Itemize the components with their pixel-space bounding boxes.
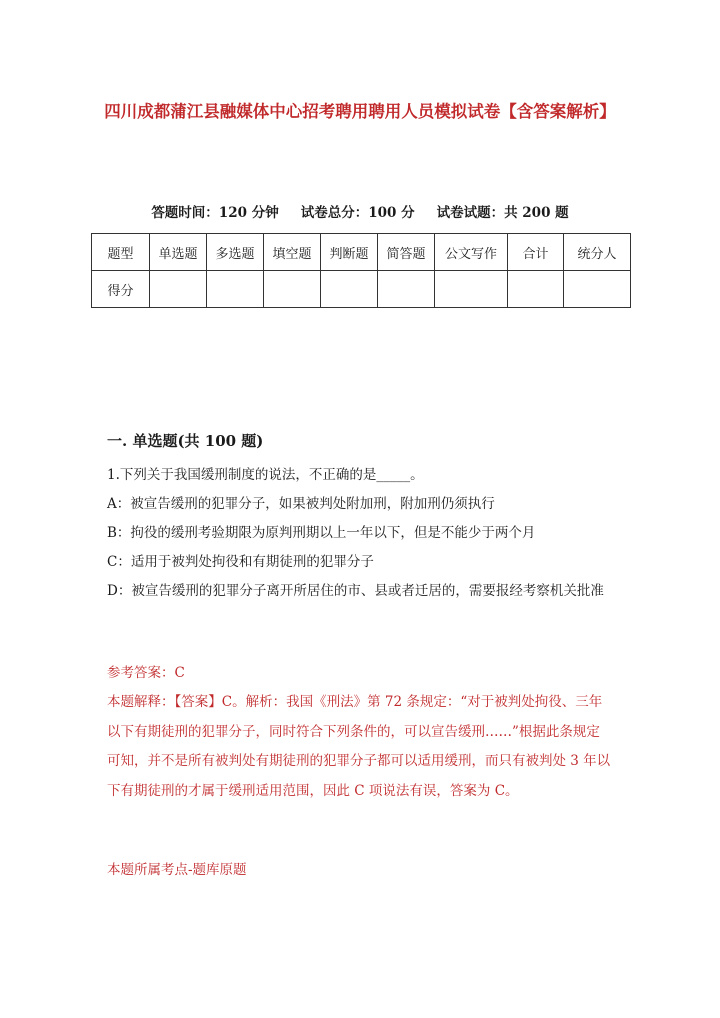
question-point: 本题所属考点-题库原题 xyxy=(107,862,247,878)
score-table-score-row xyxy=(92,271,631,308)
score-table-header: 题型 xyxy=(92,234,150,271)
section-title: 一. 单选题(共 100 题) xyxy=(107,432,264,450)
option-b: B：拘役的缓刑考验期限为原判刑期以上一年以下，但是不能少于两个月 xyxy=(107,525,536,541)
score-cell xyxy=(435,271,508,308)
score-table-header-row xyxy=(92,234,631,271)
exam-meta xyxy=(0,201,720,221)
score-table xyxy=(91,233,631,308)
answer-explanation: 本题解释：【答案】C。解析：我国《刑法》第 72 条规定：“对于被判处拘役、三年以下有期徒刑的犯罪分子，同时符合下列条件的，可以宣告缓刑……”根据此条规定可知，并不是所有被判处有期徒刑的犯罪分子都可以适用缓刑，而只有被判处 3 年以下有期徒刑的才属于缓刑适用范围，因此 C 项说法有误，答案为 C。 xyxy=(107,694,611,799)
option-a: A：被宣告缓刑的犯罪分子，如果被判处附加刑，附加刑仍须执行 xyxy=(107,496,495,512)
score-table-header: 单选题 xyxy=(150,234,207,271)
score-cell xyxy=(564,271,631,308)
exam-question-count: 试卷试题：共 200 题 xyxy=(436,205,569,221)
score-cell xyxy=(378,271,435,308)
exam-total-score: 试卷总分：100 分 xyxy=(300,205,415,221)
score-cell xyxy=(207,271,264,308)
score-table-header: 判断题 xyxy=(321,234,378,271)
document-title: 四川成都蒲江县融媒体中心招考聘用聘用人员模拟试卷【含答案解析】 xyxy=(104,102,616,121)
score-table-header: 简答题 xyxy=(378,234,435,271)
score-table-header: 填空题 xyxy=(264,234,321,271)
score-table-header: 统分人 xyxy=(564,234,631,271)
score-cell xyxy=(508,271,564,308)
score-table-header: 公文写作 xyxy=(435,234,508,271)
score-row-label: 得分 xyxy=(92,271,150,308)
option-d: D：被宣告缓刑的犯罪分子离开所居住的市、县或者迁居的，需要报经考察机关批准 xyxy=(107,583,604,599)
score-cell xyxy=(150,271,207,308)
score-cell xyxy=(264,271,321,308)
score-cell xyxy=(321,271,378,308)
score-table-header: 合计 xyxy=(508,234,564,271)
option-c: C：适用于被判处拘役和有期徒刑的犯罪分子 xyxy=(107,554,374,570)
question-stem: 1.下列关于我国缓刑制度的说法，不正确的是_____。 xyxy=(107,467,424,483)
exam-time: 答题时间：120 分钟 xyxy=(151,205,279,221)
reference-answer: 参考答案：C xyxy=(107,665,185,681)
score-table-header: 多选题 xyxy=(207,234,264,271)
